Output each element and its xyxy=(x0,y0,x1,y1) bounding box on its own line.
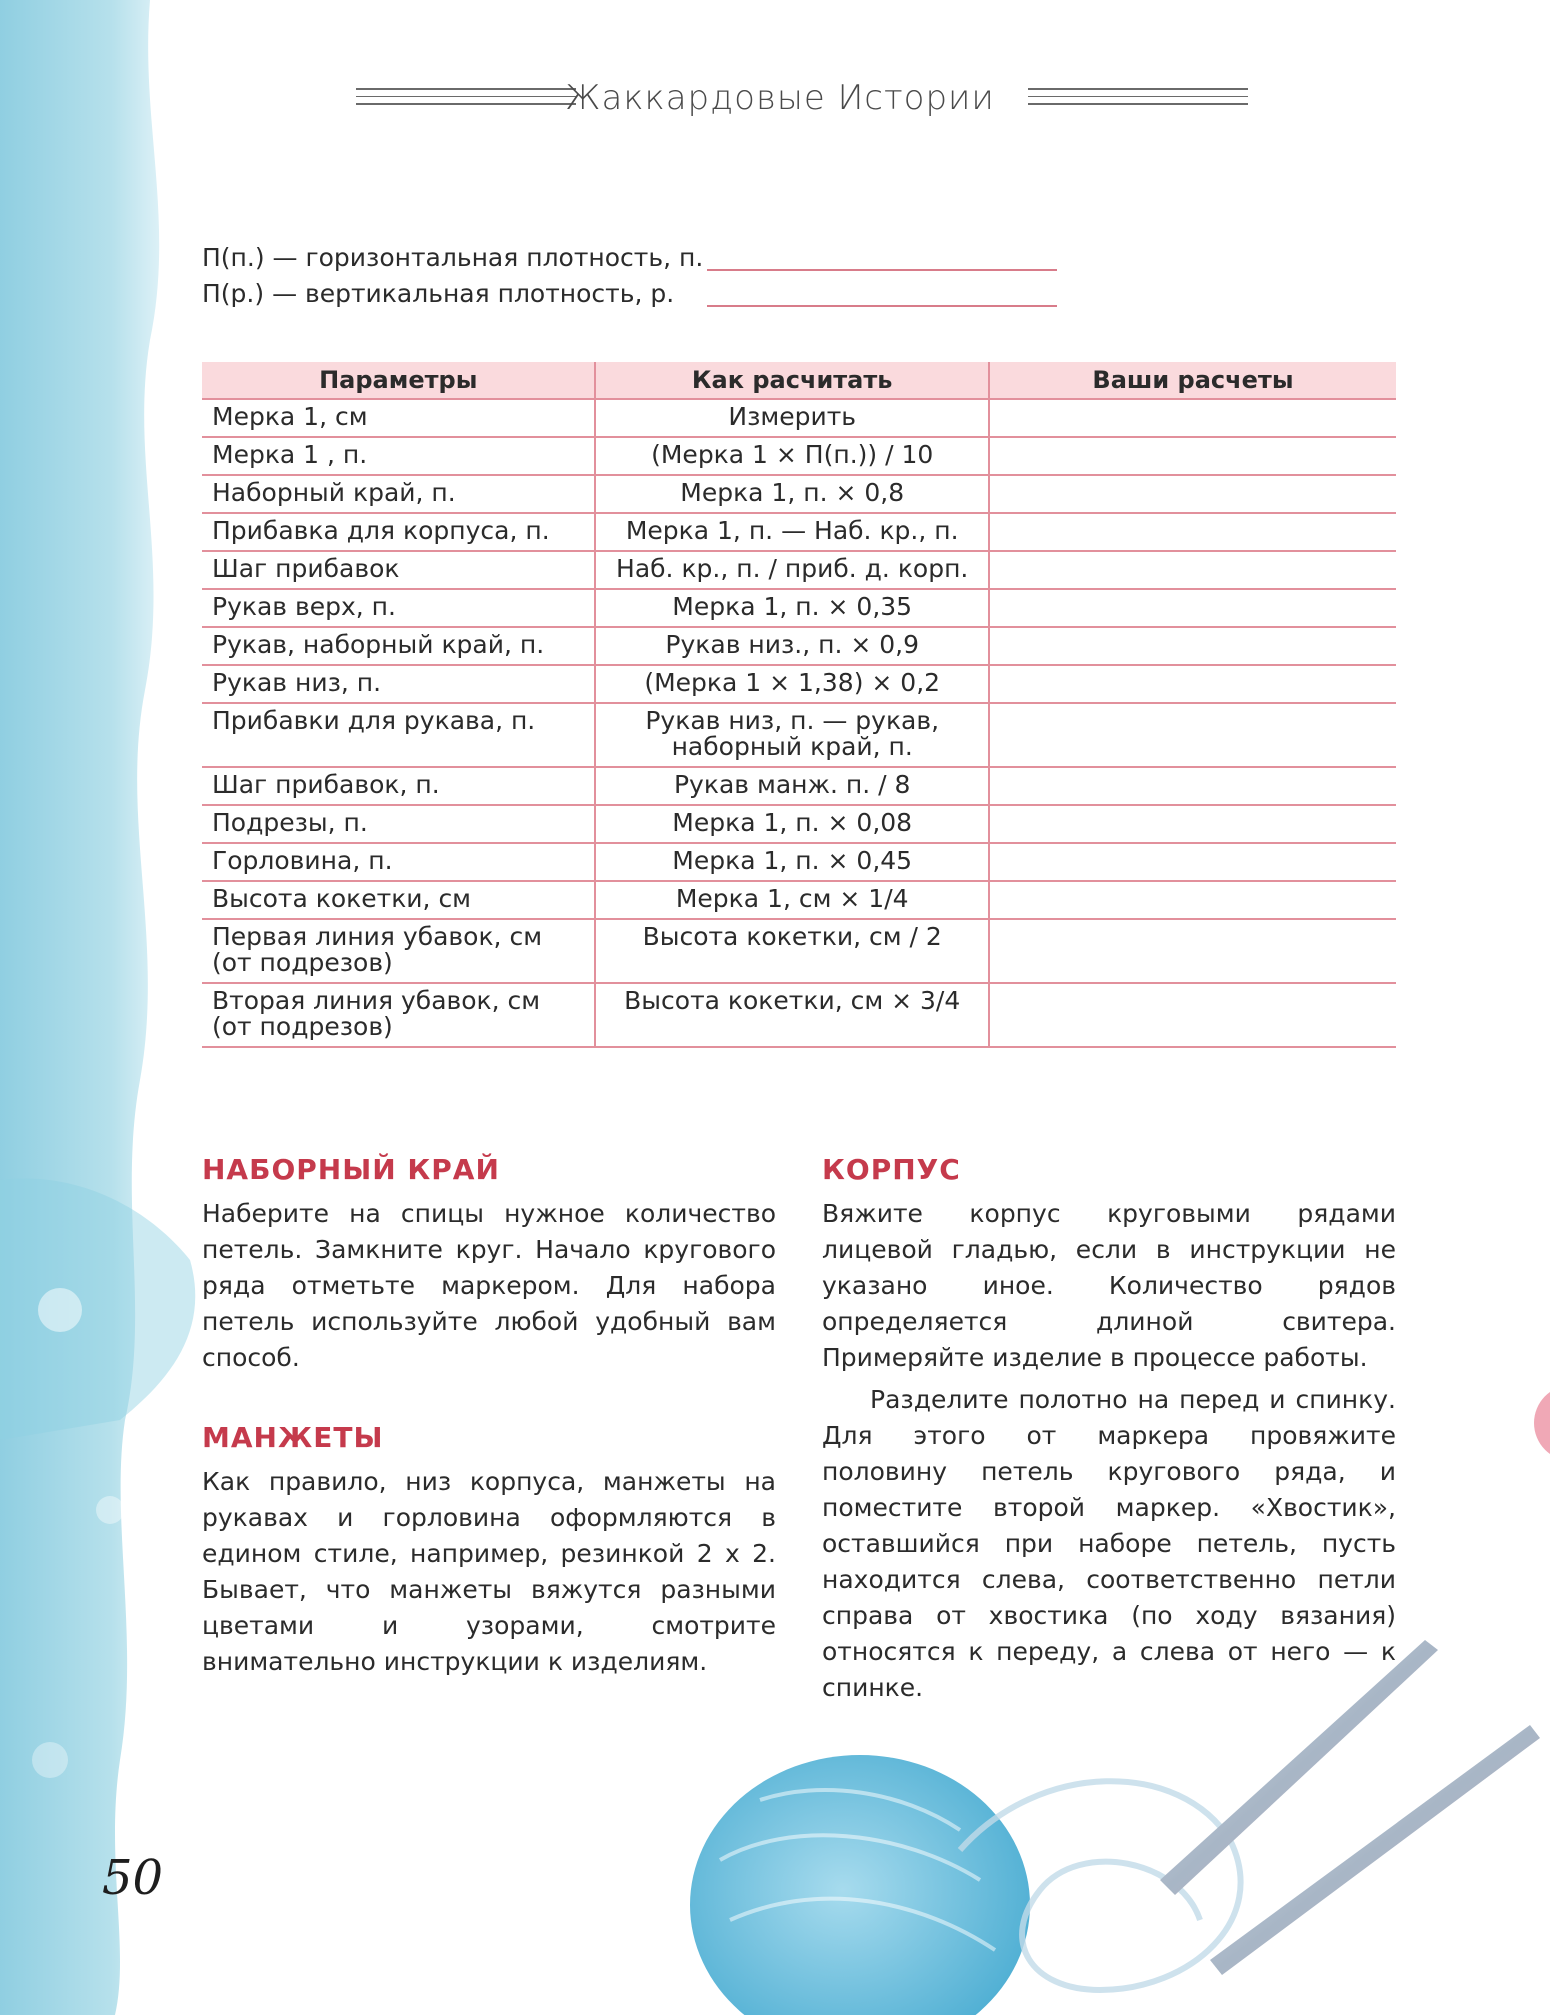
formula-cell: (Мерка 1 × П(п.)) / 10 xyxy=(595,437,988,475)
param-cell: Подрезы, п. xyxy=(202,805,595,843)
formula-cell: Рукав низ., п. × 0,9 xyxy=(595,627,988,665)
table-row xyxy=(202,513,1396,551)
param-cell: Прибавка для корпуса, п. xyxy=(202,513,595,551)
formula-cell: Рукав манж. п. / 8 xyxy=(595,767,988,805)
result-cell xyxy=(989,665,1396,703)
param-cell: Рукав, наборный край, п. xyxy=(202,627,595,665)
table-header-row xyxy=(202,362,1396,399)
param-cell: Прибавки для рукава, п. xyxy=(202,703,595,767)
formula-cell: Мерка 1, п. × 0,35 xyxy=(595,589,988,627)
table-row xyxy=(202,437,1396,475)
page-number: 50 xyxy=(102,1850,164,1906)
table-row xyxy=(202,805,1396,843)
density-line-horizontal xyxy=(202,243,1102,272)
formula-cell: Мерка 1, п. × 0,08 xyxy=(595,805,988,843)
formula-cell: Высота кокетки, см / 2 xyxy=(595,919,988,983)
result-cell xyxy=(989,399,1396,437)
table-row xyxy=(202,843,1396,881)
formula-cell: Мерка 1, п. — Наб. кр., п. xyxy=(595,513,988,551)
table-row xyxy=(202,475,1396,513)
table-row xyxy=(202,399,1396,437)
param-cell: Вторая линия убавок, см (от подрезов) xyxy=(202,983,595,1047)
param-cell: Рукав низ, п. xyxy=(202,665,595,703)
result-cell xyxy=(989,703,1396,767)
table-row xyxy=(202,767,1396,805)
param-cell: Горловина, п. xyxy=(202,843,595,881)
table-row xyxy=(202,551,1396,589)
calculation-table xyxy=(202,362,1396,1048)
param-cell: Мерка 1, см xyxy=(202,399,595,437)
result-cell xyxy=(989,551,1396,589)
blank-line xyxy=(707,269,1057,271)
formula-cell: Наб. кр., п. / приб. д. корп. xyxy=(595,551,988,589)
result-cell xyxy=(989,919,1396,983)
result-cell xyxy=(989,589,1396,627)
table-row xyxy=(202,665,1396,703)
header-left-rule xyxy=(356,88,576,118)
param-cell: Первая линия убавок, см (от подрезов) xyxy=(202,919,595,983)
param-cell: Высота кокетки, см xyxy=(202,881,595,919)
density-line-vertical xyxy=(202,279,1102,308)
param-cell: Наборный край, п. xyxy=(202,475,595,513)
table-row xyxy=(202,589,1396,627)
section-heading: КОРПУС xyxy=(822,1153,961,1186)
result-cell xyxy=(989,513,1396,551)
header-right-rule xyxy=(1028,88,1248,118)
right-column xyxy=(822,1148,1396,1706)
table-row xyxy=(202,703,1396,767)
running-header xyxy=(0,72,1550,132)
param-cell: Шаг прибавок, п. xyxy=(202,767,595,805)
formula-cell: Мерка 1, п. × 0,45 xyxy=(595,843,988,881)
result-cell xyxy=(989,881,1396,919)
formula-cell: Высота кокетки, см × 3/4 xyxy=(595,983,988,1047)
section-text: Как правило, низ корпуса, манжеты на рукавах и горловина оформляются в едином стиле, например, резинкой 2 х 2. Бывает, что манжеты вяжутся разными цветами и узорами, смотрите внимательно инструкции к изделиям. xyxy=(202,1467,776,1676)
column-header: Ваши расчеты xyxy=(989,362,1396,399)
formula-cell: Мерка 1, п. × 0,8 xyxy=(595,475,988,513)
result-cell xyxy=(989,475,1396,513)
result-cell xyxy=(989,767,1396,805)
blank-line xyxy=(707,305,1057,307)
column-header: Параметры xyxy=(202,362,595,399)
section-text: Вяжите корпус круговыми рядами лицевой гладью, если в инструкции не указано иное. Количество рядов определяется длиной свитера. Примеряйте изделие в процессе работы. xyxy=(822,1199,1396,1372)
formula-cell: Измерить xyxy=(595,399,988,437)
section-text: Разделите полотно на перед и спинку. Для этого от маркера провяжите половину петель кругового ряда, и поместите второй маркер. «Хвостик», оставшийся при наборе петель, пусть находится слева, соответственно петли справа от хвостика (по ходу вязания) относятся к переду, а слева от него — к спинке. xyxy=(822,1385,1396,1702)
param-cell: Шаг прибавок xyxy=(202,551,595,589)
param-cell: Рукав верх, п. xyxy=(202,589,595,627)
table-row xyxy=(202,919,1396,983)
running-header-title: Жаккардовые Истории xyxy=(565,78,995,118)
density-label-vertical: П(р.) — вертикальная плотность, р. xyxy=(202,279,675,308)
result-cell xyxy=(989,983,1396,1047)
section-heading: МАНЖЕТЫ xyxy=(202,1421,384,1454)
result-cell xyxy=(989,843,1396,881)
formula-cell: (Мерка 1 × 1,38) × 0,2 xyxy=(595,665,988,703)
formula-cell: Рукав низ, п. — рукав, наборный край, п. xyxy=(595,703,988,767)
result-cell xyxy=(989,627,1396,665)
column-header: Как расчитать xyxy=(595,362,988,399)
table-row xyxy=(202,627,1396,665)
formula-cell: Мерка 1, см × 1/4 xyxy=(595,881,988,919)
table-row xyxy=(202,881,1396,919)
result-cell xyxy=(989,437,1396,475)
section-text: Наберите на спицы нужное количество петель. Замкните круг. Начало кругового ряда отметьте маркером. Для набора петель используйте любой удобный вам способ. xyxy=(202,1199,776,1372)
section-heading: НАБОРНЫЙ КРАЙ xyxy=(202,1153,500,1186)
result-cell xyxy=(989,805,1396,843)
table-row xyxy=(202,983,1396,1047)
left-column xyxy=(202,1148,776,1680)
density-label-horizontal: П(п.) — горизонтальная плотность, п. xyxy=(202,243,704,272)
param-cell: Мерка 1 , п. xyxy=(202,437,595,475)
